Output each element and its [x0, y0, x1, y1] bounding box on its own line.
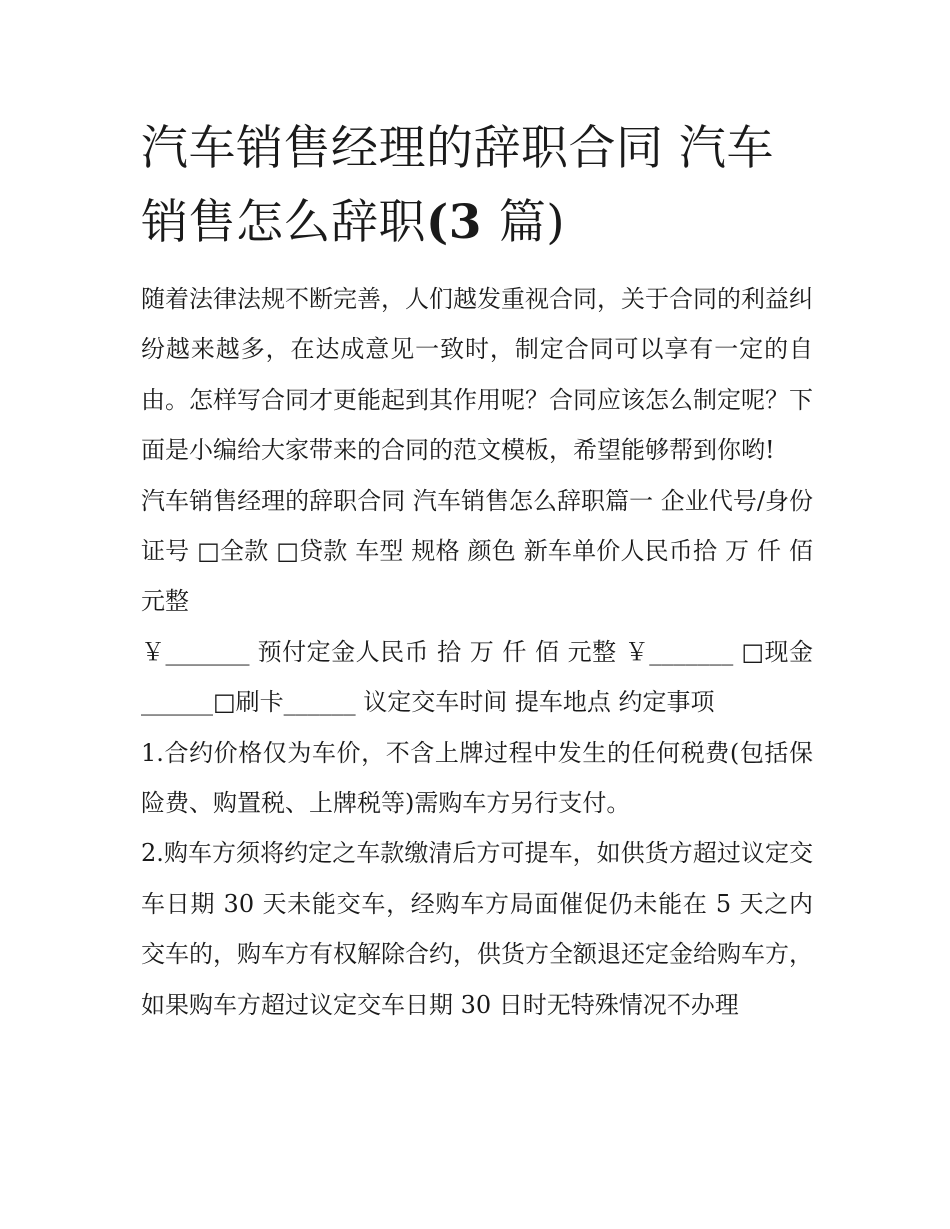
contract-header-paragraph: 汽车销售经理的辞职合同 汽车销售怎么辞职篇一 企业代号/身份证号 □全款 □贷款 车型 规格 颜色 新车单价人民币拾 万 仟 佰 元整	[141, 486, 813, 616]
clause-2-paragraph: 2.购车方须将约定之车款缴清后方可提车，如供货方超过议定交车日期 30 天未能交车，经购车方局面催促仍未能在 5 天之内交车的，购车方有权解除合约，供货方全额退还定金给购车方，如果购车方超过议定交车日期 30 日时无特殊情况不办理	[141, 839, 813, 1019]
intro-paragraph: 随着法律法规不断完善，人们越发重视合同，关于合同的利益纠纷越来越多，在达成意见一致时，制定合同可以享有一定的自由。怎样写合同才更能起到其作用呢？合同应该怎么制定呢？下面是小编给大家带来的合同的范文模板，希望能够帮到你哟!	[141, 285, 813, 465]
document-page	[141, 112, 813, 1030]
clause-1-paragraph: 1.合约价格仅为车价，不含上牌过程中发生的任何税费(包括保险费、购置税、上牌税等)需购车方另行支付。	[141, 738, 813, 818]
title-count: (3	[426, 195, 499, 250]
document-body	[141, 274, 813, 1030]
title-main: 汽车销售经理的辞职合同 汽车销售怎么辞职	[141, 121, 774, 250]
document-title	[141, 112, 813, 260]
payment-paragraph: ￥_______ 预付定金人民币 拾 万 仟 佰 元整 ￥_______ □现金______□刷卡______ 议定交车时间 提车地点 约定事项	[141, 637, 813, 717]
title-suffix: 篇)	[498, 195, 566, 250]
